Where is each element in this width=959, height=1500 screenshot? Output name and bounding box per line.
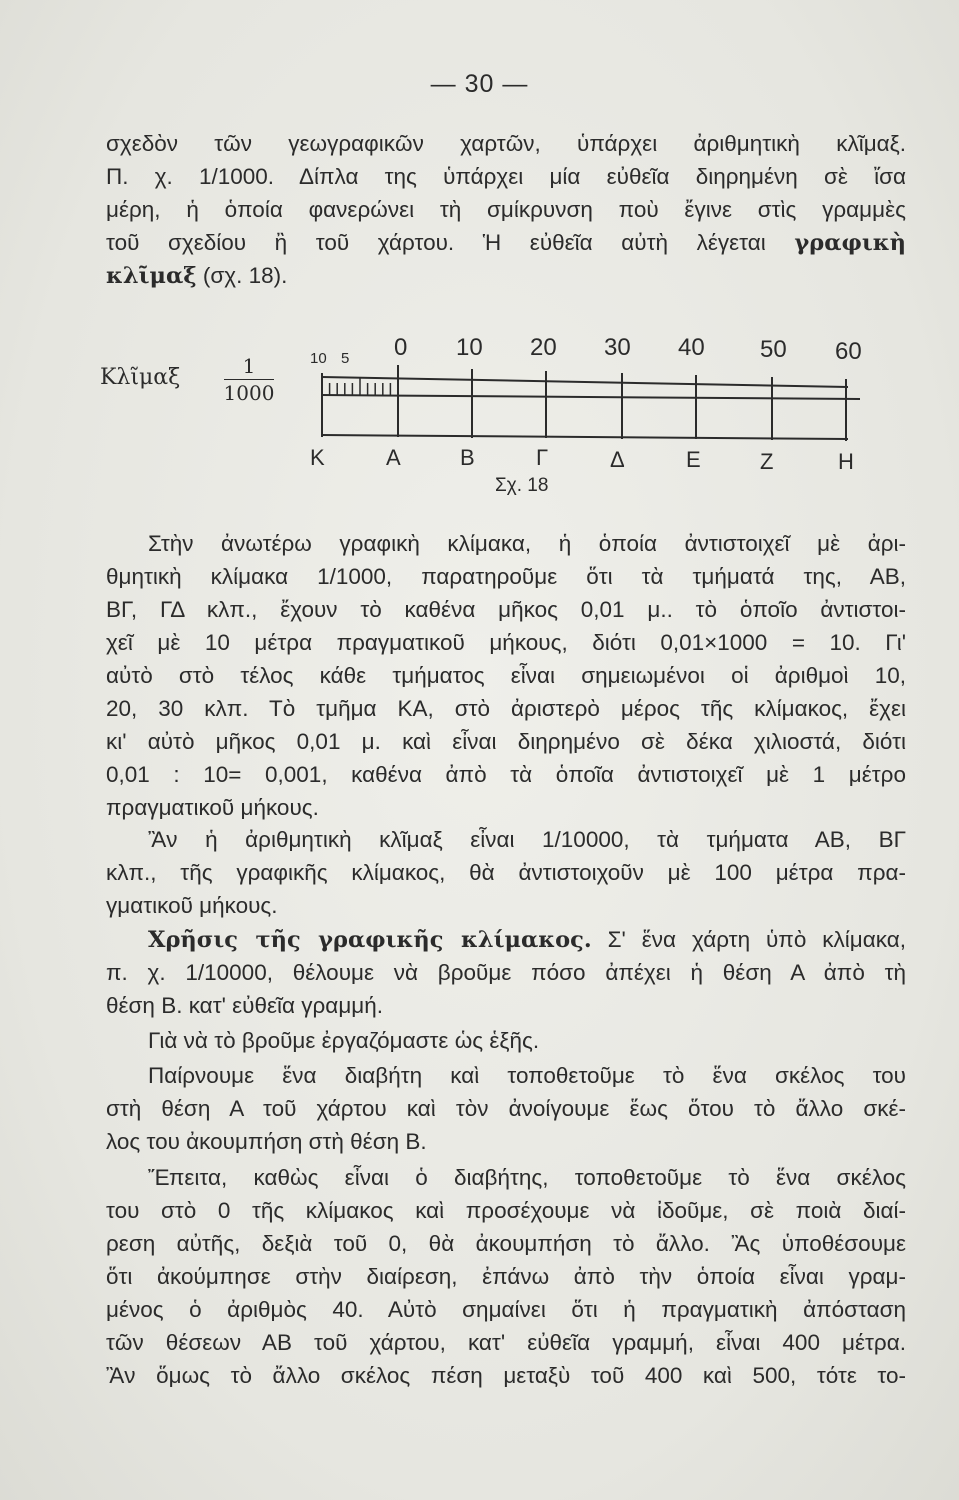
text-line: μένος ὁ ἀριθμὸς 40. Αὐτὸ σημαίνει ὅτι ἡ πραγματικὴ ἀπόσταση: [106, 1297, 906, 1322]
figure-caption: Σχ. 18: [495, 475, 549, 496]
text-line: λος του ἀκουμπήση στὴ θέση Β.: [106, 1129, 427, 1154]
text-line: μέρη, ἡ ὁποία φανερώνει τὴ σμίκρυνση ποὺ ἔγινε στὶς γραμμὲς: [106, 197, 906, 222]
text-line: Ἂν ἡ ἀριθμητικὴ κλῖμαξ εἶναι 1/10000, τὰ τμήματα ΑΒ, ΒΓ: [148, 827, 906, 852]
text-line: 0,01 : 10= 0,001, καθένα ἀπὸ τὰ ὁποῖα ἀντιστοιχεῖ μὲ 1 μέτρο: [106, 762, 906, 787]
text-line: σχεδὸν τῶν γεωγραφικῶν χαρτῶν, ὑπάρχει ἀριθμητικὴ κλῖμαξ.: [106, 131, 906, 156]
text-segment: (σχ. 18).: [202, 263, 288, 288]
text-line: [106, 226, 906, 259]
usage-paragraph: [106, 923, 906, 1022]
scale-top-label: 5: [341, 350, 350, 367]
text-line: π. χ. 1/10000, θέλουμε νὰ βροῦμε πόσο ἀπέχει ἡ θέση Α ἀπὸ τὴ: [106, 960, 906, 985]
scale-top-label: 10: [456, 334, 483, 361]
explanation-paragraph: [106, 527, 906, 824]
scale-top-label: 20: [530, 334, 557, 361]
scale-point-label: Ε: [686, 447, 701, 472]
scale-point-label: Β: [460, 445, 475, 470]
scale-example-paragraph: [106, 823, 906, 922]
text-line: [106, 923, 906, 956]
text-segment: τοῦ σχεδίου ἢ τοῦ χάρτου. Ἡ εὐθεῖα αὐτὴ λέγεται: [106, 230, 766, 255]
scale-point-label: Η: [838, 449, 854, 474]
fraction-denominator: 1000: [223, 381, 275, 405]
text-line: του στὸ 0 τῆς κλίμακος καὶ προσέχουμε νὰ ἰδοῦμε, σὲ ποιὰ διαί-: [106, 1198, 906, 1223]
text-line: Γιὰ νὰ τὸ βροῦμε ἐργαζόμαστε ὡς ἑξῆς.: [148, 1028, 540, 1053]
intro-paragraph: [106, 127, 906, 292]
text-line: θέση Β. κατ' εὐθεῖα γραμμή.: [106, 993, 384, 1018]
scale-top-label: 0: [394, 334, 408, 361]
text-line: αὐτὸ στὸ τέλος κάθε τμήματος εἶναι σημειωμένοι οἱ ἀριθμοὶ 10,: [106, 663, 906, 688]
text-line: 20, 30 κλπ. Τὸ τμῆμα ΚΑ, στὸ ἀριστερὸ μέρος τῆς κλίμακος, ἔχει: [106, 696, 906, 721]
scale-point-label: Α: [386, 445, 401, 470]
measurement-paragraph: [106, 1161, 906, 1392]
scale-point-label: Δ: [610, 447, 625, 472]
bold-term: κλῖμαξ: [106, 263, 197, 289]
text-line: ρεση αὐτῆς, δεξιὰ τοῦ 0, θὰ ἀκουμπήση τὸ ἄλλο. Ἂς ὑποθέσουμε: [106, 1231, 906, 1256]
section-heading: Χρῆσις τῆς γραφικῆς κλίμακος.: [148, 927, 592, 953]
text-line: γματικοῦ μήκους.: [106, 893, 278, 918]
text-segment: Σ' ἕνα χάρτη ὑπὸ κλίμακα,: [591, 927, 906, 952]
text-line: Π. χ. 1/1000. Δίπλα της ὑπάρχει μία εὐθεῖα διηρημένη σὲ ἴσα: [106, 164, 906, 189]
text-line: Παίρνουμε ἕνα διαβήτη καὶ τοποθετοῦμε τὸ ἕνα σκέλος του: [148, 1063, 906, 1088]
text-line: πραγματικοῦ μήκους.: [106, 795, 319, 820]
scale-label: Κλῖμαξ: [100, 365, 181, 390]
graphic-scale-figure: [100, 325, 870, 515]
scale-top-label: 40: [678, 334, 705, 361]
text-line: κλπ., τῆς γραφικῆς κλίμακος, θὰ ἀντιστοιχοῦν μὲ 100 μέτρα πρα-: [106, 860, 906, 885]
compass-step-paragraph: [106, 1059, 906, 1158]
text-line: Στὴν ἀνωτέρω γραφικὴ κλίμακα, ἡ ὁποία ἀντιστοιχεῖ μὲ ἀρι-: [148, 531, 906, 556]
scale-top-label: 50: [760, 336, 787, 363]
scale-letters: [100, 325, 870, 485]
text-line: τῶν θέσεων ΑΒ τοῦ χάρτου, κατ' εὐθεῖα γραμμή, εἶναι 400 μέτρα.: [106, 1330, 906, 1355]
scale-top-label: 30: [604, 334, 631, 361]
scale-point-label: Κ: [310, 445, 325, 470]
method-intro-paragraph: [106, 1024, 906, 1057]
text-line: ὅτι ἀκούμπησε στὴν διαίρεση, ἐπάνω ἀπὸ τὴν ὁποία εἶναι γραμ-: [106, 1264, 906, 1289]
page-number: — 30 —: [430, 70, 529, 98]
scale-point-label: Ζ: [760, 449, 774, 474]
text-line: [106, 259, 906, 292]
text-line: κι' αὐτὸ μῆκος 0,01 μ. καὶ εἶναι διηρημένο σὲ δέκα χιλιοστά, διότι: [106, 729, 906, 754]
scale-top-label: 60: [835, 338, 862, 365]
scale-top-label: 10: [310, 350, 327, 367]
text-line: Ἔπειτα, καθὼς εἶναι ὁ διαβήτης, τοποθετοῦμε τὸ ἕνα σκέλος: [148, 1165, 906, 1190]
fraction-numerator: 1: [242, 354, 256, 378]
text-line: στὴ θέση Α τοῦ χάρτου καὶ τὸν ἀνοίγουμε ἕως ὅτου τὸ ἄλλο σκέ-: [106, 1096, 906, 1121]
scale-point-label: Γ: [536, 445, 549, 470]
text-line: ΒΓ, ΓΔ κλπ., ἔχουν τὸ καθένα μῆκος 0,01 μ.. τὸ ὁποῖο ἀντιστοι-: [106, 597, 906, 622]
bold-term: γραφικὴ: [794, 230, 906, 256]
text-line: θμητικὴ κλίμακα 1/1000, παρατηροῦμε ὅτι τὰ τμήματά της, ΑΒ,: [106, 564, 906, 589]
text-line: χεῖ μὲ 10 μέτρα πραγματικοῦ μήκους, διότι 0,01×1000 = 10. Γι': [106, 630, 906, 655]
text-line: Ἂν ὅμως τὸ ἄλλο σκέλος πέση μεταξὺ τοῦ 400 καὶ 500, τότε το-: [106, 1363, 906, 1388]
